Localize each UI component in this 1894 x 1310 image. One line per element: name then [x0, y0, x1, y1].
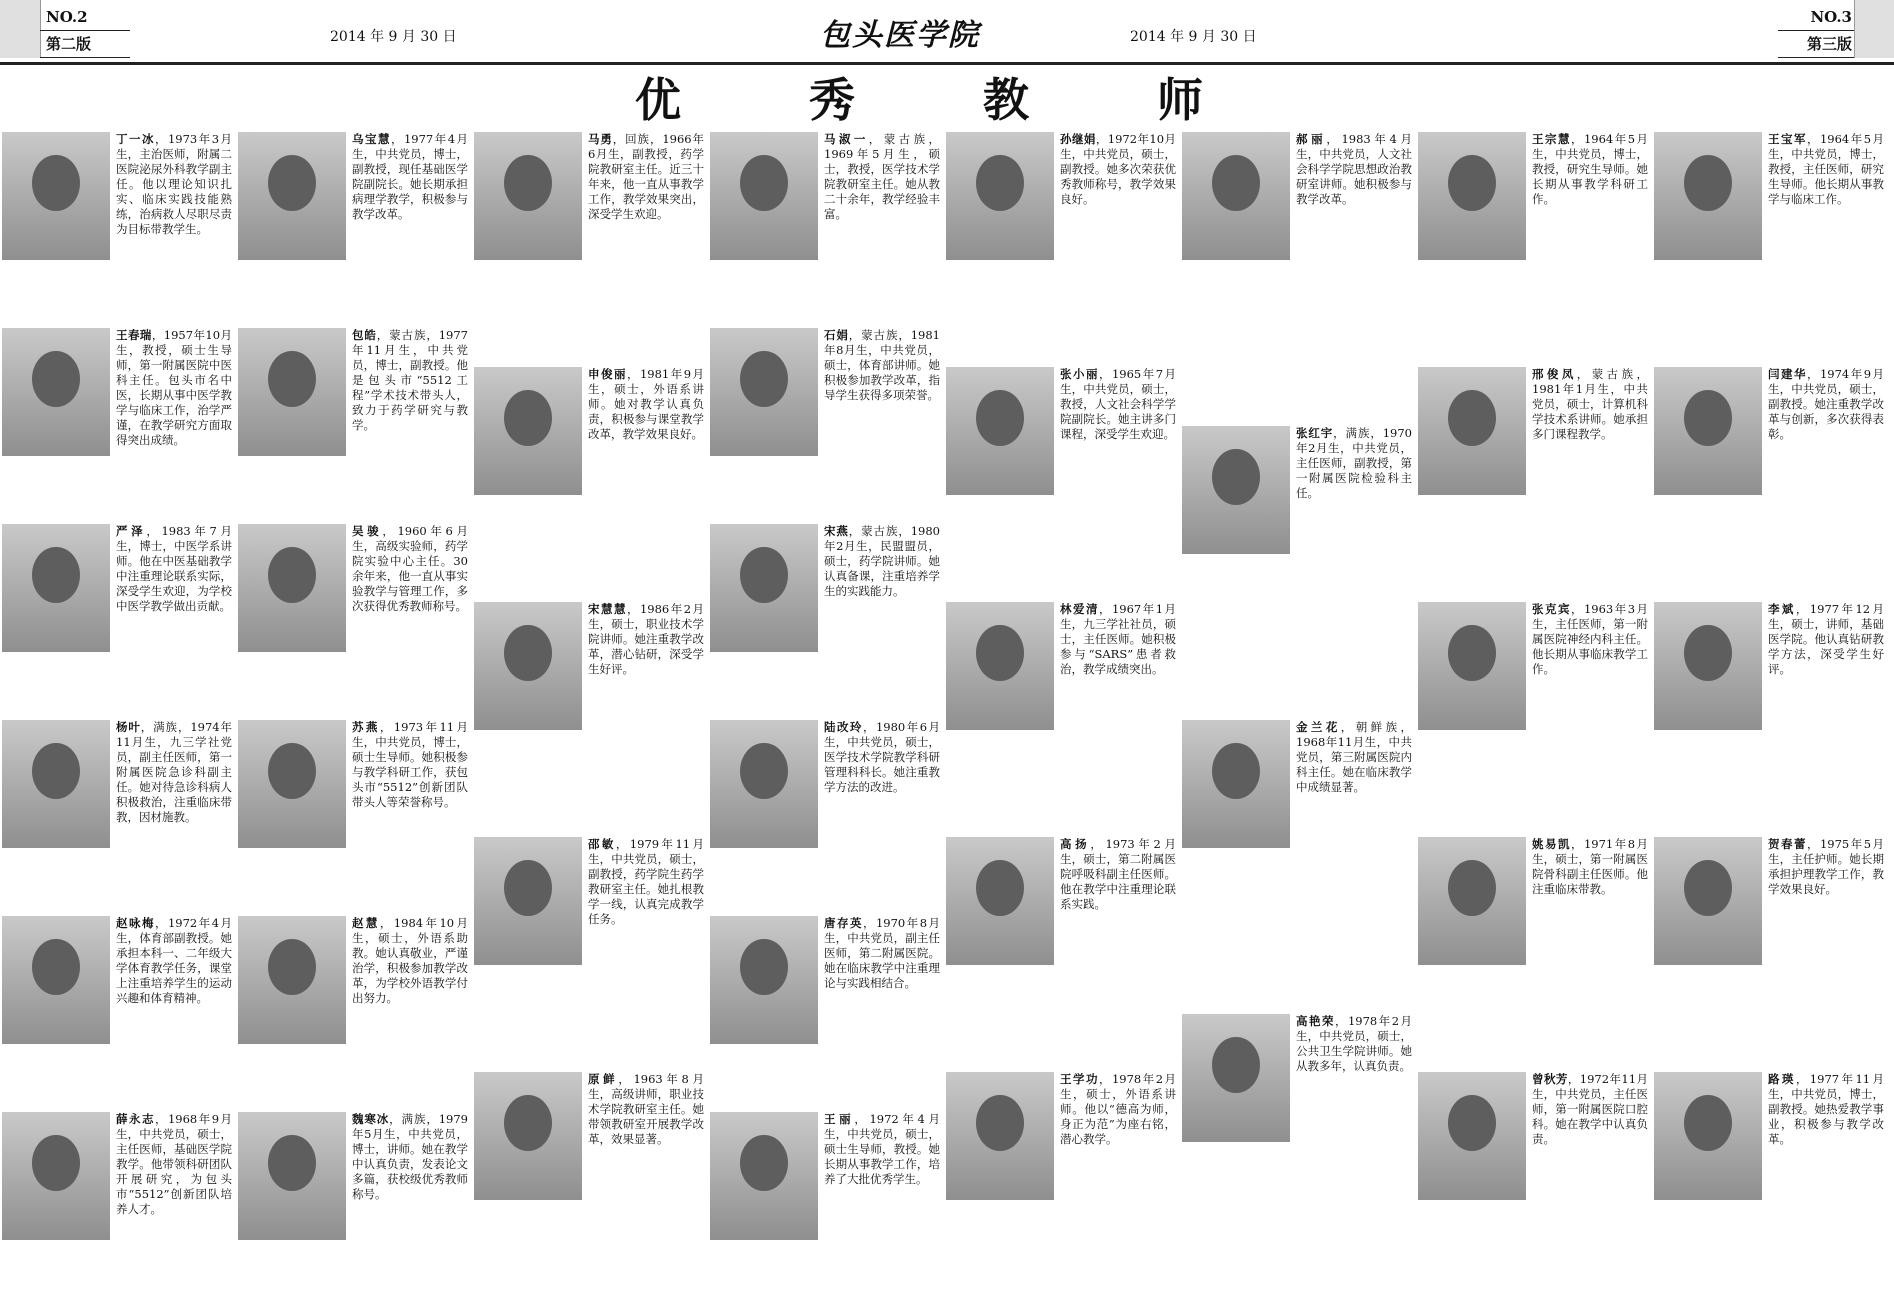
right-edition-box: [1778, 4, 1858, 58]
teacher-entry: [238, 720, 468, 910]
page-title: 优 秀 教 师: [634, 73, 1260, 127]
teacher-bio-text: ，1967年1月生，九三学社社员，硕士，主任医师。她积极参与“SARS”患者救治，教学成绩突出。: [1060, 602, 1176, 676]
teacher-bio-text: ，1972年10月生，中共党员，硕士，副教授。她多次荣获优秀教师称号，教学效果良好。: [1060, 132, 1176, 206]
teacher-entry: [1418, 1072, 1648, 1301]
teacher-name: 王宗慧: [1532, 132, 1571, 146]
teacher-bio-text: ，1972年4月生，体育部副教授。她承担本科一、二年级大学体育教学任务，课堂上注重培养学生的运动兴趣和体育精神。: [116, 916, 232, 1005]
teacher-name: 魏寒冰: [352, 1112, 390, 1126]
teacher-entry: [2, 720, 232, 910]
teacher-name: 马勇: [588, 132, 613, 146]
teacher-entry: [946, 1072, 1176, 1301]
teacher-bio-text: ，1972年11月生，中共党员，主任医师，第一附属医院口腔科。她在教学中认真负责。: [1532, 1072, 1648, 1146]
teacher-entry: [238, 328, 468, 518]
teacher-entry: [1654, 132, 1884, 361]
teacher-bio-text: ，满族，1974年11月生，九三学社党员，副主任医师，第一附属医院急诊科副主任。她对待急诊科病人积极救治，注重临床带教，因材施教。: [116, 720, 232, 824]
teacher-name: 邢俊凤: [1532, 367, 1577, 381]
teacher-photo: [1654, 1072, 1762, 1200]
teacher-bio-text: ，朝鲜族，1968年11月生，中共党员，第三附属医院内科主任。她在临床教学中成绩显著。: [1296, 720, 1412, 794]
teacher-entry: [474, 367, 704, 596]
teacher-photo: [238, 720, 346, 848]
teacher-entry: [1654, 367, 1884, 596]
teacher-entry: [1182, 1014, 1412, 1302]
teacher-photo: [1182, 720, 1290, 848]
teacher-entry: [710, 328, 940, 518]
teacher-photo: [710, 524, 818, 652]
teacher-bio-text: ，1973年11月生，中共党员，博士，硕士生导师。她积极参与教学科研工作，获包头市“5512”创新团队带头人等荣誉称号。: [352, 720, 468, 809]
teacher-name: 唐存英: [824, 916, 863, 930]
teacher-bio-text: ，1968年9月生，中共党员，硕士，主任医师，基础医学院教学。他带领科研团队开展研究，为包头市“5512”创新团队培养人才。: [116, 1112, 232, 1216]
teacher-bio-text: ，1964年5月生，中共党员，博士，教授，研究生导师。她长期从事教学科研工作。: [1532, 132, 1648, 206]
teacher-name: 赵慧: [352, 916, 380, 930]
teacher-photo: [238, 524, 346, 652]
teacher-entry: [474, 132, 704, 361]
teacher-name: 石娟: [824, 328, 849, 342]
teacher-bio-text: ，1970年8月生，中共党员，副主任医师，第二附属医院。她在临床教学中注重理论与实践相结合。: [824, 916, 940, 990]
teacher-entry: [238, 1112, 468, 1302]
teacher-entry: [946, 367, 1176, 596]
teacher-entry: [474, 602, 704, 831]
left-issue-number: NO.2: [40, 4, 130, 31]
teacher-entry: [710, 720, 940, 910]
teacher-photo: [1654, 602, 1762, 730]
teacher-entry: [1182, 720, 1412, 1008]
teacher-entry: [710, 524, 940, 714]
teacher-bio-text: ，1963年3月生，主任医师，第一附属医院神经内科主任。他长期从事临床教学工作。: [1532, 602, 1648, 676]
teacher-name: 张红宇: [1296, 426, 1334, 440]
teacher-bio-text: ，蒙古族，1981年1月生，中共党员，硕士，计算机科学技术系讲师。她承担多门课程教学。: [1532, 367, 1648, 441]
teacher-bio-text: ，满族，1979年5月生，中共党员，博士，讲师。她在教学中认真负责，发表论文多篇，获校级优秀教师称号。: [352, 1112, 468, 1201]
teacher-name: 林爱清: [1060, 602, 1099, 616]
teacher-photo: [1418, 837, 1526, 965]
teacher-photo: [474, 837, 582, 965]
teacher-bio-text: ，1973年2月生，硕士，第二附属医院呼吸科副主任医师。他在教学中注重理论联系实践。: [1060, 837, 1176, 911]
teacher-bio-text: ，蒙古族，1969年5月生，硕士，教授，医学技术学院教研室主任。她从教二十余年，教学经验丰富。: [824, 132, 940, 221]
teacher-bio-text: ，1975年5月生，主任护师。她长期承担护理教学工作，教学效果良好。: [1768, 837, 1884, 896]
teacher-entry: [474, 1072, 704, 1301]
teacher-bio-text: ，1957年10月生，教授，硕士生导师，第一附属医院中医科主任。包头市名中医，长期从事中医学教学与临床工作，治学严谨，在教学研究方面取得突出成绩。: [116, 328, 232, 447]
teacher-name: 王丽: [824, 1112, 855, 1126]
teacher-photo: [2, 916, 110, 1044]
teacher-entry: [474, 837, 704, 1066]
teacher-name: 吴骏: [352, 524, 383, 538]
right-issue-number: NO.3: [1778, 4, 1858, 31]
teacher-name: 宋慧慧: [588, 602, 627, 616]
teacher-bio-text: ，满族，1970年2月生，中共党员，主任医师，副教授，第一附属医院检验科主任。: [1296, 426, 1412, 500]
masthead: [0, 0, 1894, 65]
teacher-photo: [2, 524, 110, 652]
teacher-bio-text: ，1981年9月生，硕士，外语系讲师。她对教学认真负责，积极参与课堂教学改革，教学效果良好。: [588, 367, 704, 441]
teacher-photo: [710, 1112, 818, 1240]
left-edition-label: 第二版: [40, 31, 130, 58]
right-edition-label: 第三版: [1778, 31, 1858, 58]
teacher-bio-text: ，1980年6月生，中共党员，硕士，医学技术学院教学科研管理科科长。她注重教学方法的改进。: [824, 720, 940, 794]
teacher-photo: [946, 837, 1054, 965]
teacher-name: 严泽: [116, 524, 147, 538]
teacher-entry: [2, 916, 232, 1106]
teacher-bio-text: ，1964年5月生，中共党员，博士，教授，主任医师，研究生导师。他长期从事教学与临床工作。: [1768, 132, 1884, 206]
teacher-name: 闫建华: [1768, 367, 1807, 381]
teacher-name: 马淑一: [824, 132, 869, 146]
teacher-entry: [1418, 837, 1648, 1066]
teacher-photo: [238, 328, 346, 456]
teacher-entry: [1182, 132, 1412, 420]
teacher-entry: [1418, 132, 1648, 361]
teacher-entry: [1654, 837, 1884, 1066]
teacher-photo: [2, 720, 110, 848]
teacher-entry: [946, 132, 1176, 361]
teacher-entry: [1654, 602, 1884, 831]
teacher-photo: [474, 602, 582, 730]
teacher-photo: [474, 367, 582, 495]
teacher-bio-text: ，回族，1966年6月生，副教授，药学院教研室主任。近三十年来，他一直从事教学工作，教学效果突出，深受学生欢迎。: [588, 132, 704, 221]
teacher-bio-text: ，1977年12月生，硕士，讲师，基础医学院。他认真钻研教学方法，深受学生好评。: [1768, 602, 1884, 676]
teacher-bio-text: ，1977年11月生，中共党员，博士，副教授。她热爱教学事业，积极参与教学改革。: [1768, 1072, 1884, 1146]
teacher-bio-text: ，蒙古族，1977年11月生，中共党员，博士，副教授。他是包头市“5512工程”学术技术带头人，致力于药学研究与教学。: [352, 328, 468, 432]
teacher-name: 原鲜: [588, 1072, 619, 1086]
teacher-photo: [2, 1112, 110, 1240]
teacher-photo: [1182, 426, 1290, 554]
teacher-photo: [1418, 1072, 1526, 1200]
teacher-photo: [1182, 132, 1290, 260]
teacher-photo: [474, 1072, 582, 1200]
teacher-entry: [710, 1112, 940, 1302]
teacher-name: 高扬: [1060, 837, 1091, 851]
teacher-name: 曾秋芳: [1532, 1072, 1568, 1086]
teacher-photo: [1654, 837, 1762, 965]
teacher-photo: [2, 132, 110, 260]
teacher-name: 郝丽: [1296, 132, 1327, 146]
teacher-bio-text: ，1978年2月生，中共党员，硕士，公共卫生学院讲师。她从教多年，认真负责。: [1296, 1014, 1412, 1073]
teacher-bio-text: ，1971年8月生，硕士，第一附属医院骨科副主任医师。他注重临床带教。: [1532, 837, 1648, 896]
teacher-entry: [2, 1112, 232, 1302]
masthead-logo: 包头医学院: [820, 18, 980, 53]
right-date: 2014 年 9 月 30 日: [1130, 29, 1257, 45]
teacher-entry: [710, 916, 940, 1106]
left-date: 2014 年 9 月 30 日: [330, 29, 457, 45]
teacher-photo: [2, 328, 110, 456]
teacher-entry: [946, 602, 1176, 831]
teacher-name: 孙继娟: [1060, 132, 1096, 146]
teacher-bio-text: ，1974年9月生，中共党员，硕士，副教授。她注重教学改革与创新，多次获得表彰。: [1768, 367, 1884, 441]
teacher-bio-text: ，1977年4月生，中共党员，博士，副教授，现任基础医学院副院长。她长期承担病理学教学，积极参与教学改革。: [352, 132, 468, 221]
teacher-bio-text: ，1983年4月生，中共党员，人文社会科学学院思想政治教研室讲师。她积极参与教学改革。: [1296, 132, 1412, 206]
teacher-photo: [1654, 367, 1762, 495]
teacher-entry: [2, 132, 232, 322]
teacher-photo: [1182, 1014, 1290, 1142]
teacher-bio-text: ，1979年11月生，中共党员，硕士，副教授，药学院生药学教研室主任。她扎根教学一线，认真完成教学任务。: [588, 837, 704, 926]
teacher-name: 赵咏梅: [116, 916, 155, 930]
teacher-photo: [474, 132, 582, 260]
teacher-photo: [710, 132, 818, 260]
teacher-bio-text: ，1984年10月生，硕士，外语系助教。她认真敬业，严谨治学，积极参加教学改革，为学校外语教学付出努力。: [352, 916, 468, 1005]
teacher-entry: [1418, 602, 1648, 831]
teacher-photo: [946, 602, 1054, 730]
teacher-name: 乌宝慧: [352, 132, 391, 146]
teacher-name: 高艳荣: [1296, 1014, 1335, 1028]
teacher-photo: [710, 916, 818, 1044]
teacher-name: 丁一冰: [116, 132, 155, 146]
teacher-bio-text: ，1972年4月生，中共党员，硕士，硕士生导师，教授。她长期从事教学工作，培养了大批优秀学生。: [824, 1112, 940, 1186]
teacher-entry: [2, 524, 232, 714]
teacher-name: 王宝军: [1768, 132, 1807, 146]
teacher-entry: [2, 328, 232, 518]
teacher-bio-text: ，1986年2月生，硕士，职业技术学院讲师。她注重教学改革，潜心钻研，深受学生好评。: [588, 602, 704, 676]
teacher-name: 陆改玲: [824, 720, 863, 734]
teacher-photo: [1418, 602, 1526, 730]
teacher-entry: [238, 916, 468, 1106]
teacher-name: 宋燕: [824, 524, 849, 538]
teacher-name: 王春瑞: [116, 328, 152, 342]
teacher-name: 李斌: [1768, 602, 1796, 616]
teacher-photo: [946, 1072, 1054, 1200]
teacher-bio-text: ，1983年7月生，博士，中医学系讲师。他在中医基础教学中注重理论联系实际，深受学生欢迎，为学校中医学教学做出贡献。: [116, 524, 232, 613]
teacher-photo: [946, 132, 1054, 260]
teacher-photo: [710, 720, 818, 848]
teacher-name: 邵敏: [588, 837, 616, 851]
teacher-name: 张小丽: [1060, 367, 1099, 381]
teacher-bio-text: ，蒙古族，1981年8月生，中共党员，硕士，体育部讲师。她积极参加教学改革，指导学生获得多项荣誉。: [824, 328, 940, 402]
teacher-entry: [946, 837, 1176, 1066]
left-edition-box: [40, 4, 130, 58]
teacher-name: 金兰花: [1296, 720, 1341, 734]
teacher-bio-text: ，1973年3月生，主治医师，附属二医院泌尿外科教学副主任。他以理论知识扎实、临床实践技能熟练，治病救人尽职尽责为目标带教学生。: [116, 132, 232, 236]
teacher-name: 姚易凯: [1532, 837, 1571, 851]
teacher-bio-text: ，1965年7月生，中共党员，硕士，教授，人文社会科学学院副院长。她主讲多门课程，深受学生欢迎。: [1060, 367, 1176, 441]
teacher-name: 贺春蕾: [1768, 837, 1807, 851]
teacher-photo: [238, 916, 346, 1044]
teacher-photo: [946, 367, 1054, 495]
teacher-entry: [238, 524, 468, 714]
teacher-photo: [710, 328, 818, 456]
left-edge-bar: [0, 0, 41, 58]
teacher-entry: [238, 132, 468, 322]
teacher-bio-text: ，蒙古族，1980年2月生，民盟盟员，硕士，药学院讲师。她认真备课，注重培养学生的实践能力。: [824, 524, 940, 598]
teacher-name: 申俊丽: [588, 367, 627, 381]
teacher-name: 王学功: [1060, 1072, 1099, 1086]
teacher-bio-text: ，1978年2月生，硕士，外语系讲师。他以“德高为师，身正为范”为座右铭，潜心教学。: [1060, 1072, 1176, 1146]
teacher-photo: [1418, 132, 1526, 260]
teacher-photo: [1418, 367, 1526, 495]
teacher-photo: [238, 132, 346, 260]
teacher-bio-text: ，1963年8月生，高级讲师，职业技术学院教研室主任。她带领教研室开展教学改革，效果显著。: [588, 1072, 704, 1146]
teacher-entry: [1182, 426, 1412, 714]
teacher-name: 路瑛: [1768, 1072, 1796, 1086]
teacher-photo: [1654, 132, 1762, 260]
teacher-bio-text: ，1960年6月生，高级实验师，药学院实验中心主任。30余年来，他一直从事实验教学与管理工作，多次获得优秀教师称号。: [352, 524, 468, 613]
teacher-name: 包皓: [352, 328, 377, 342]
teacher-name: 张克宾: [1532, 602, 1571, 616]
teacher-name: 苏燕: [352, 720, 380, 734]
teacher-entry: [1418, 367, 1648, 596]
right-edge-bar: [1854, 0, 1894, 58]
teacher-entry: [1654, 1072, 1884, 1301]
teacher-name: 杨叶: [116, 720, 141, 734]
teacher-entry: [710, 132, 940, 322]
teacher-photo: [238, 1112, 346, 1240]
teacher-name: 薛永志: [116, 1112, 155, 1126]
